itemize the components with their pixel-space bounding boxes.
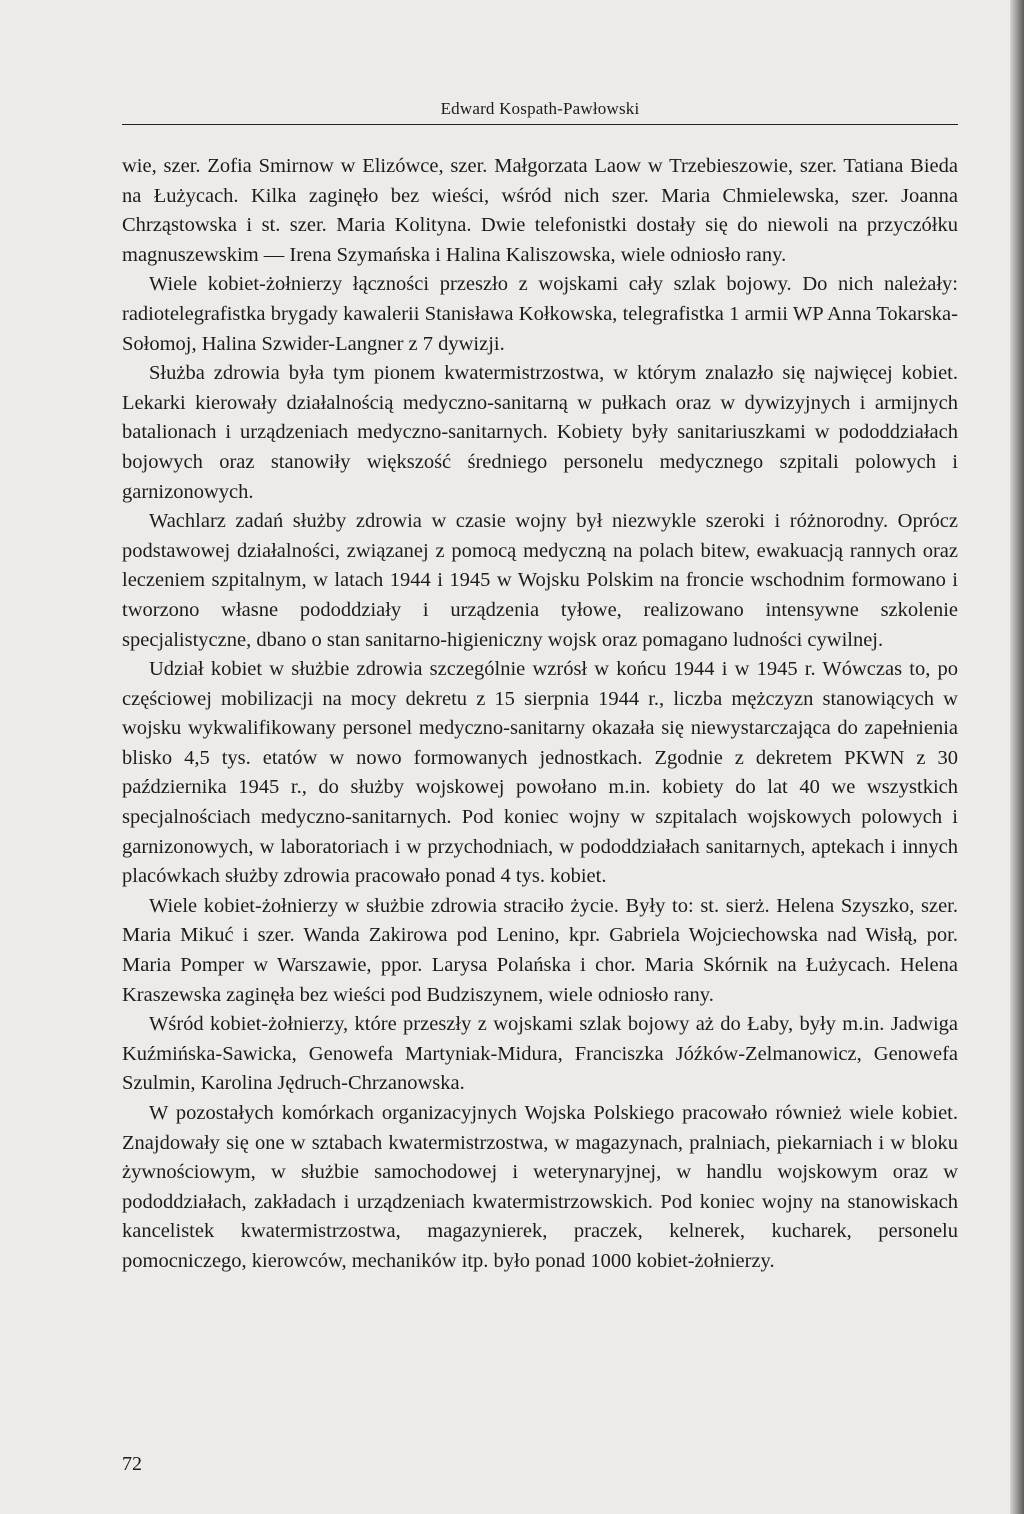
paragraph: Wśród kobiet-żołnierzy, które przeszły z wojskami szlak bojowy aż do Łaby, były m.in. Jadwiga Kuźmińska-Sawicka, Genowefa Martyniak-Midura, Franciszka Jóźków-Zelmanowicz, Genowefa Szulmin, Karolina Jędruch-Chrzanowska. — [122, 1013, 958, 1095]
body-text — [122, 152, 958, 1277]
paragraph: Służba zdrowia była tym pionem kwatermistrzostwa, w którym znalazło się najwięcej kobiet. Lekarki kierowały działalnością medyczno-sanitarną w pułkach oraz w dywizyjnych i armijnych batalionach i urządzeniach medyczno-sanitarnych. Kobiety były sanitariuszkami w pododdziałach bojowych oraz stanowiły większość średniego personelu medycznego szpitali polowych i garnizonowych. — [122, 362, 958, 503]
paragraph: Udział kobiet w służbie zdrowia szczególnie wzrósł w końcu 1944 i w 1945 r. Wówczas to, po częściowej mobilizacji na mocy dekretu z 15 sierpnia 1944 r., liczba mężczyzn stanowiących w wojsku wykwalifikowany personel medyczno-sanitarny okazała się niewystarczająca do zapełnienia blisko 4,5 tys. etatów w nowo formowanych jednostkach. Zgodnie z dekretem PKWN z 30 października 1945 r., do służby wojskowej powołano m.in. kobiety do lat 40 we wszystkich specjalnościach medyczno-sanitarnych. Pod koniec wojny w szpitalach wojskowych polowych i garnizonowych, w laboratoriach i w przychodniach, w pododdziałach sanitarnych, aptekach i innych placówkach służby zdrowia pracowało ponad 4 tys. kobiet. — [122, 658, 958, 888]
paragraph: Wachlarz zadań służby zdrowia w czasie wojny był niezwykle szeroki i różnorodny. Oprócz podstawowej działalności, związanej z pomocą medyczną na polach bitew, ewakuacją rannych oraz leczeniem szpitalnym, w latach 1944 i 1945 w Wojsku Polskim na froncie wschodnim formowano i tworzono własne pododdziały i urządzenia tyłowe, realizowano intensywne szkolenie specjalistyczne, dbano o stan sanitarno-higieniczny wojsk oraz pomagano ludności cywilnej. — [122, 510, 958, 651]
page-number: 72 — [122, 1453, 142, 1475]
page-edge-shadow — [1010, 0, 1024, 1514]
paragraph: W pozostałych komórkach organizacyjnych Wojska Polskiego pracowało również wiele kobiet. Znajdowały się one w sztabach kwatermistrzostwa, w magazynach, pralniach, piekarniach i w bloku żywnościowym, w służbie samochodowej i weterynaryjnej, w handlu wojskowym oraz w pododdziałach, zakładach i urządzeniach kwatermistrzowskich. Pod koniec wojny na stanowiskach kancelistek kwatermistrzostwa, magazynierek, praczek, kelnerek, kucharek, personelu pomocniczego, kierowców, mechaników itp. było ponad 1000 kobiet-żołnierzy. — [122, 1102, 958, 1272]
paragraph-continued: wie, szer. Zofia Smirnow w Elizówce, szer. Małgorzata Laow w Trzebieszowie, szer. Tatiana Bieda na Łużycach. Kilka zaginęło bez wieści, wśród nich szer. Maria Chmielewska, szer. Joanna Chrząstowska i st. szer. Maria Kolityna. Dwie telefonistki dostały się do niewoli na przyczółku magnuszewskim — Irena Szymańska i Halina Kaliszowska, wiele odniosło rany. — [122, 155, 958, 266]
paragraph: Wiele kobiet-żołnierzy w służbie zdrowia straciło życie. Były to: st. sierż. Helena Szyszko, szer. Maria Mikuć i szer. Wanda Zakirowa pod Lenino, kpr. Gabriela Wojciechowska nad Wisłą, por. Maria Pomper w Warszawie, ppor. Larysa Polańska i chor. Maria Skórnik na Łużycach. Helena Kraszewska zaginęła bez wieści pod Budziszynem, wiele odniosło rany. — [122, 894, 958, 1006]
paragraph: Wiele kobiet-żołnierzy łączności przeszło z wojskami cały szlak bojowy. Do nich należały: radiotelegrafistka brygady kawalerii Stanisława Kołkowska, telegrafistka 1 armii WP Anna Tokarska-Sołomoj, Halina Szwider-Langner z 7 dywizji. — [122, 273, 958, 355]
running-header: Edward Kospath-Pawłowski — [440, 99, 640, 118]
header-rule — [122, 124, 958, 125]
